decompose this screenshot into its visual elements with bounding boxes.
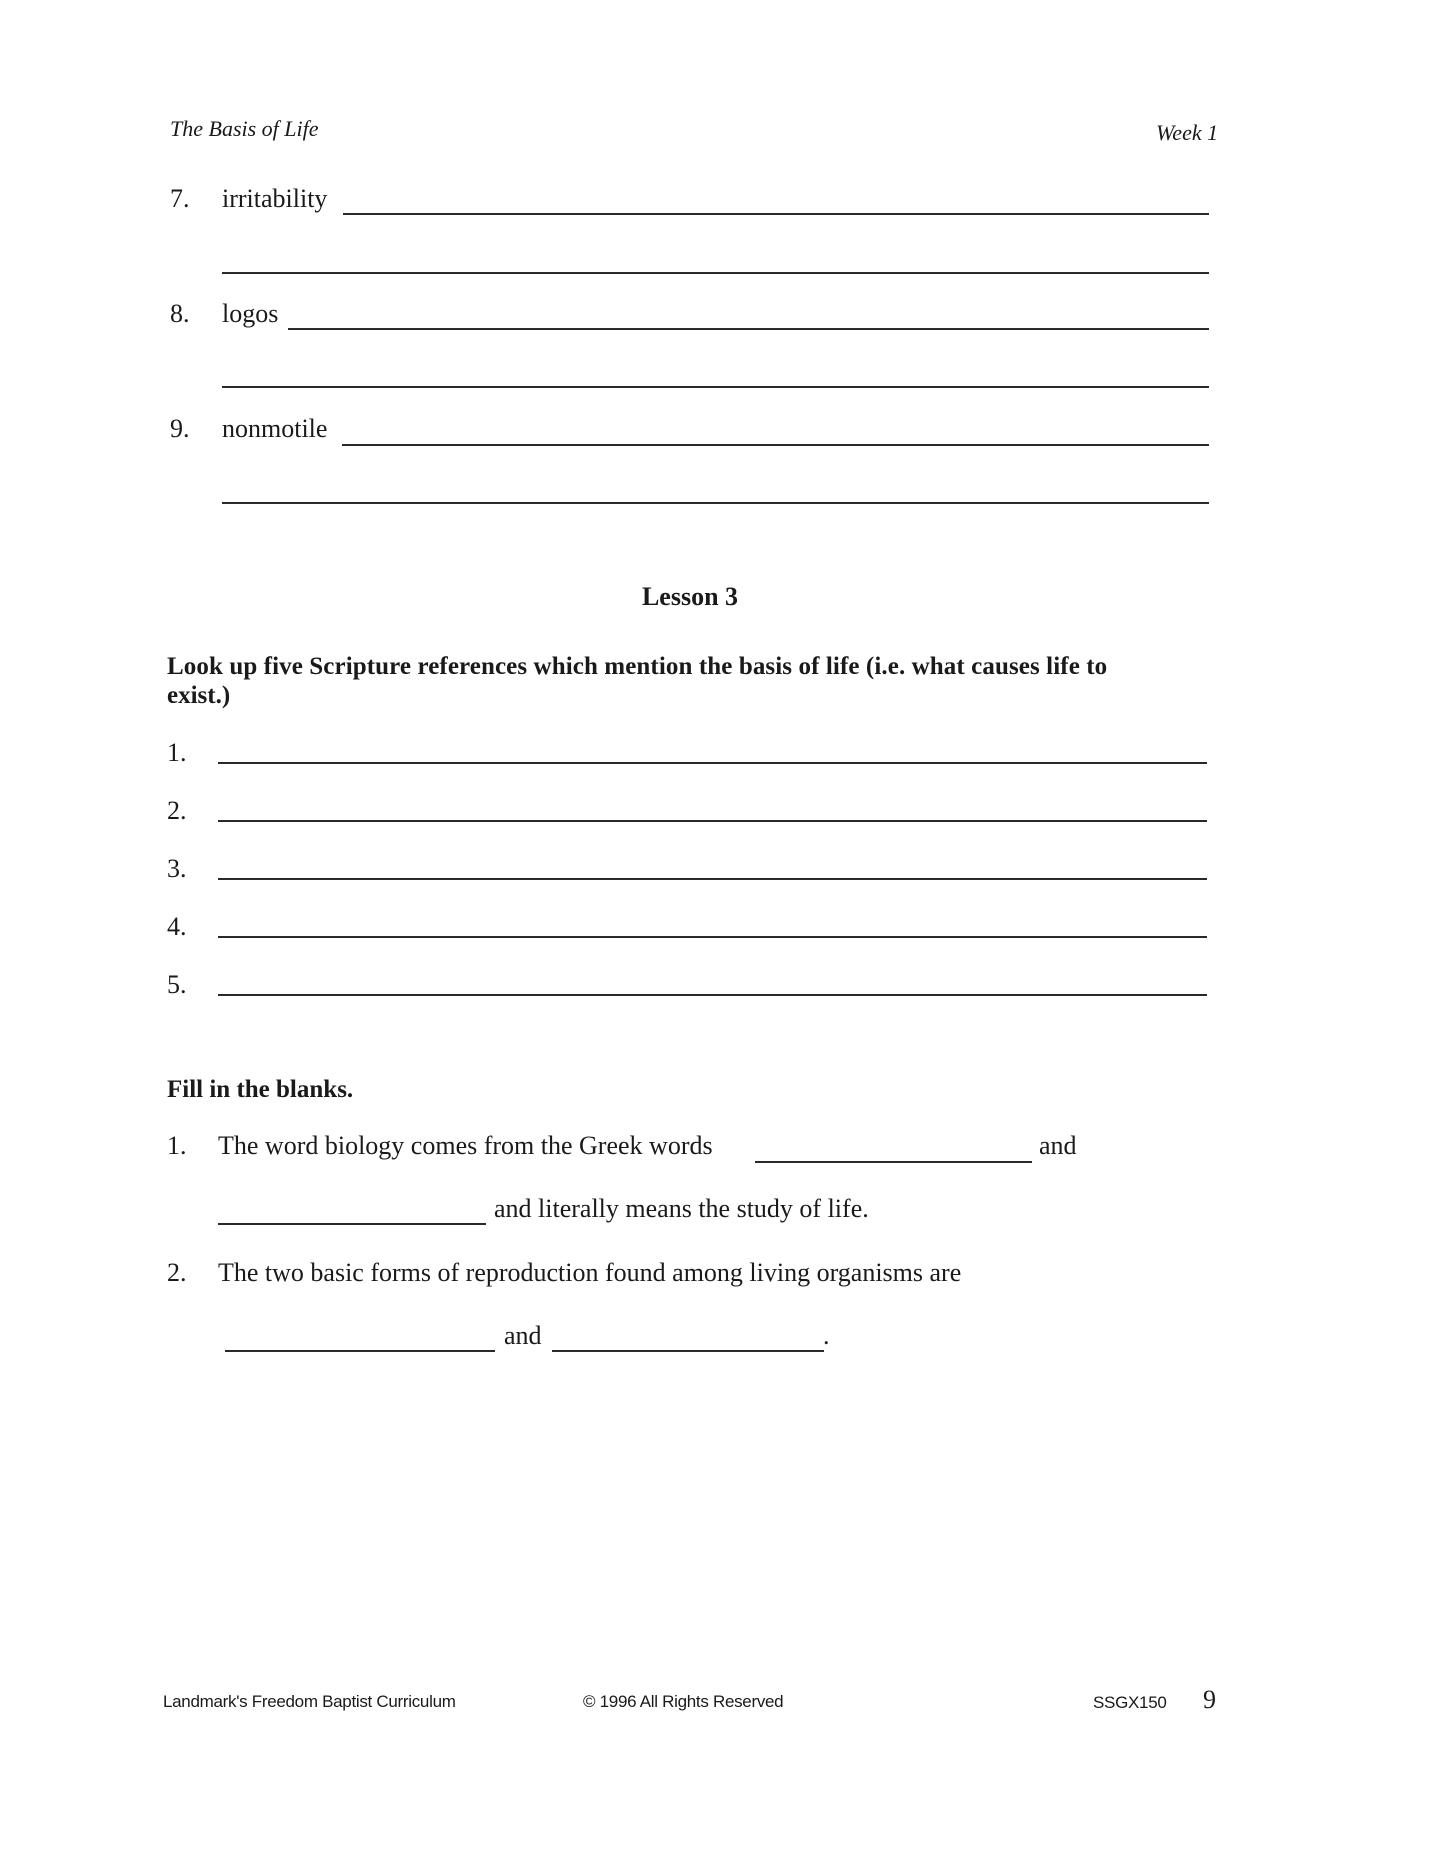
item-number: 7.	[170, 184, 190, 213]
answer-line[interactable]	[222, 386, 1209, 388]
answer-line[interactable]	[222, 272, 1209, 274]
running-header-week: Week 1	[1156, 120, 1219, 145]
reference-number: 4.	[167, 912, 187, 941]
item-number: 8.	[170, 299, 190, 328]
reference-answer-line[interactable]	[218, 878, 1207, 880]
question-text: .	[823, 1321, 830, 1350]
footer-publisher: Landmark's Freedom Baptist Curriculum	[163, 1692, 456, 1711]
lesson-instruction-line1: Look up five Scripture references which mention the basis of life (i.e. what causes life to	[167, 653, 1108, 680]
reference-number: 1.	[167, 738, 187, 767]
lesson-heading: Lesson 3	[641, 582, 739, 611]
question-text: and	[504, 1321, 542, 1350]
reference-number: 2.	[167, 796, 187, 825]
answer-line[interactable]	[222, 502, 1209, 504]
question-number: 1.	[167, 1131, 187, 1160]
blank[interactable]	[755, 1161, 1032, 1163]
answer-line[interactable]	[342, 444, 1209, 446]
vocab-term: logos	[222, 299, 279, 328]
blank[interactable]	[552, 1350, 824, 1352]
question-text: The two basic forms of reproduction found among living organisms are	[218, 1258, 962, 1287]
question-number: 2.	[167, 1258, 187, 1287]
reference-number: 5.	[167, 970, 187, 999]
question-text: and literally means the study of life.	[494, 1194, 869, 1223]
reference-answer-line[interactable]	[218, 762, 1207, 764]
vocab-term: nonmotile	[222, 414, 328, 443]
question-text: and	[1039, 1131, 1077, 1160]
reference-number: 3.	[167, 854, 187, 883]
blank[interactable]	[225, 1350, 495, 1352]
footer-copyright: © 1996 All Rights Reserved	[583, 1692, 784, 1711]
answer-line[interactable]	[343, 213, 1209, 215]
lesson-instruction-line2: exist.)	[167, 682, 231, 709]
vocab-term: irritability	[222, 184, 328, 213]
blank[interactable]	[218, 1223, 486, 1225]
running-header-title: The Basis of Life	[170, 116, 319, 141]
footer-code: SSGX150	[1093, 1693, 1167, 1712]
reference-answer-line[interactable]	[218, 994, 1207, 996]
reference-answer-line[interactable]	[218, 820, 1207, 822]
question-text: The word biology comes from the Greek words	[218, 1131, 713, 1160]
item-number: 9.	[170, 414, 190, 443]
fill-heading: Fill in the blanks.	[167, 1076, 354, 1103]
reference-answer-line[interactable]	[218, 936, 1207, 938]
page-number: 9	[1203, 1685, 1216, 1714]
answer-line[interactable]	[288, 328, 1209, 330]
